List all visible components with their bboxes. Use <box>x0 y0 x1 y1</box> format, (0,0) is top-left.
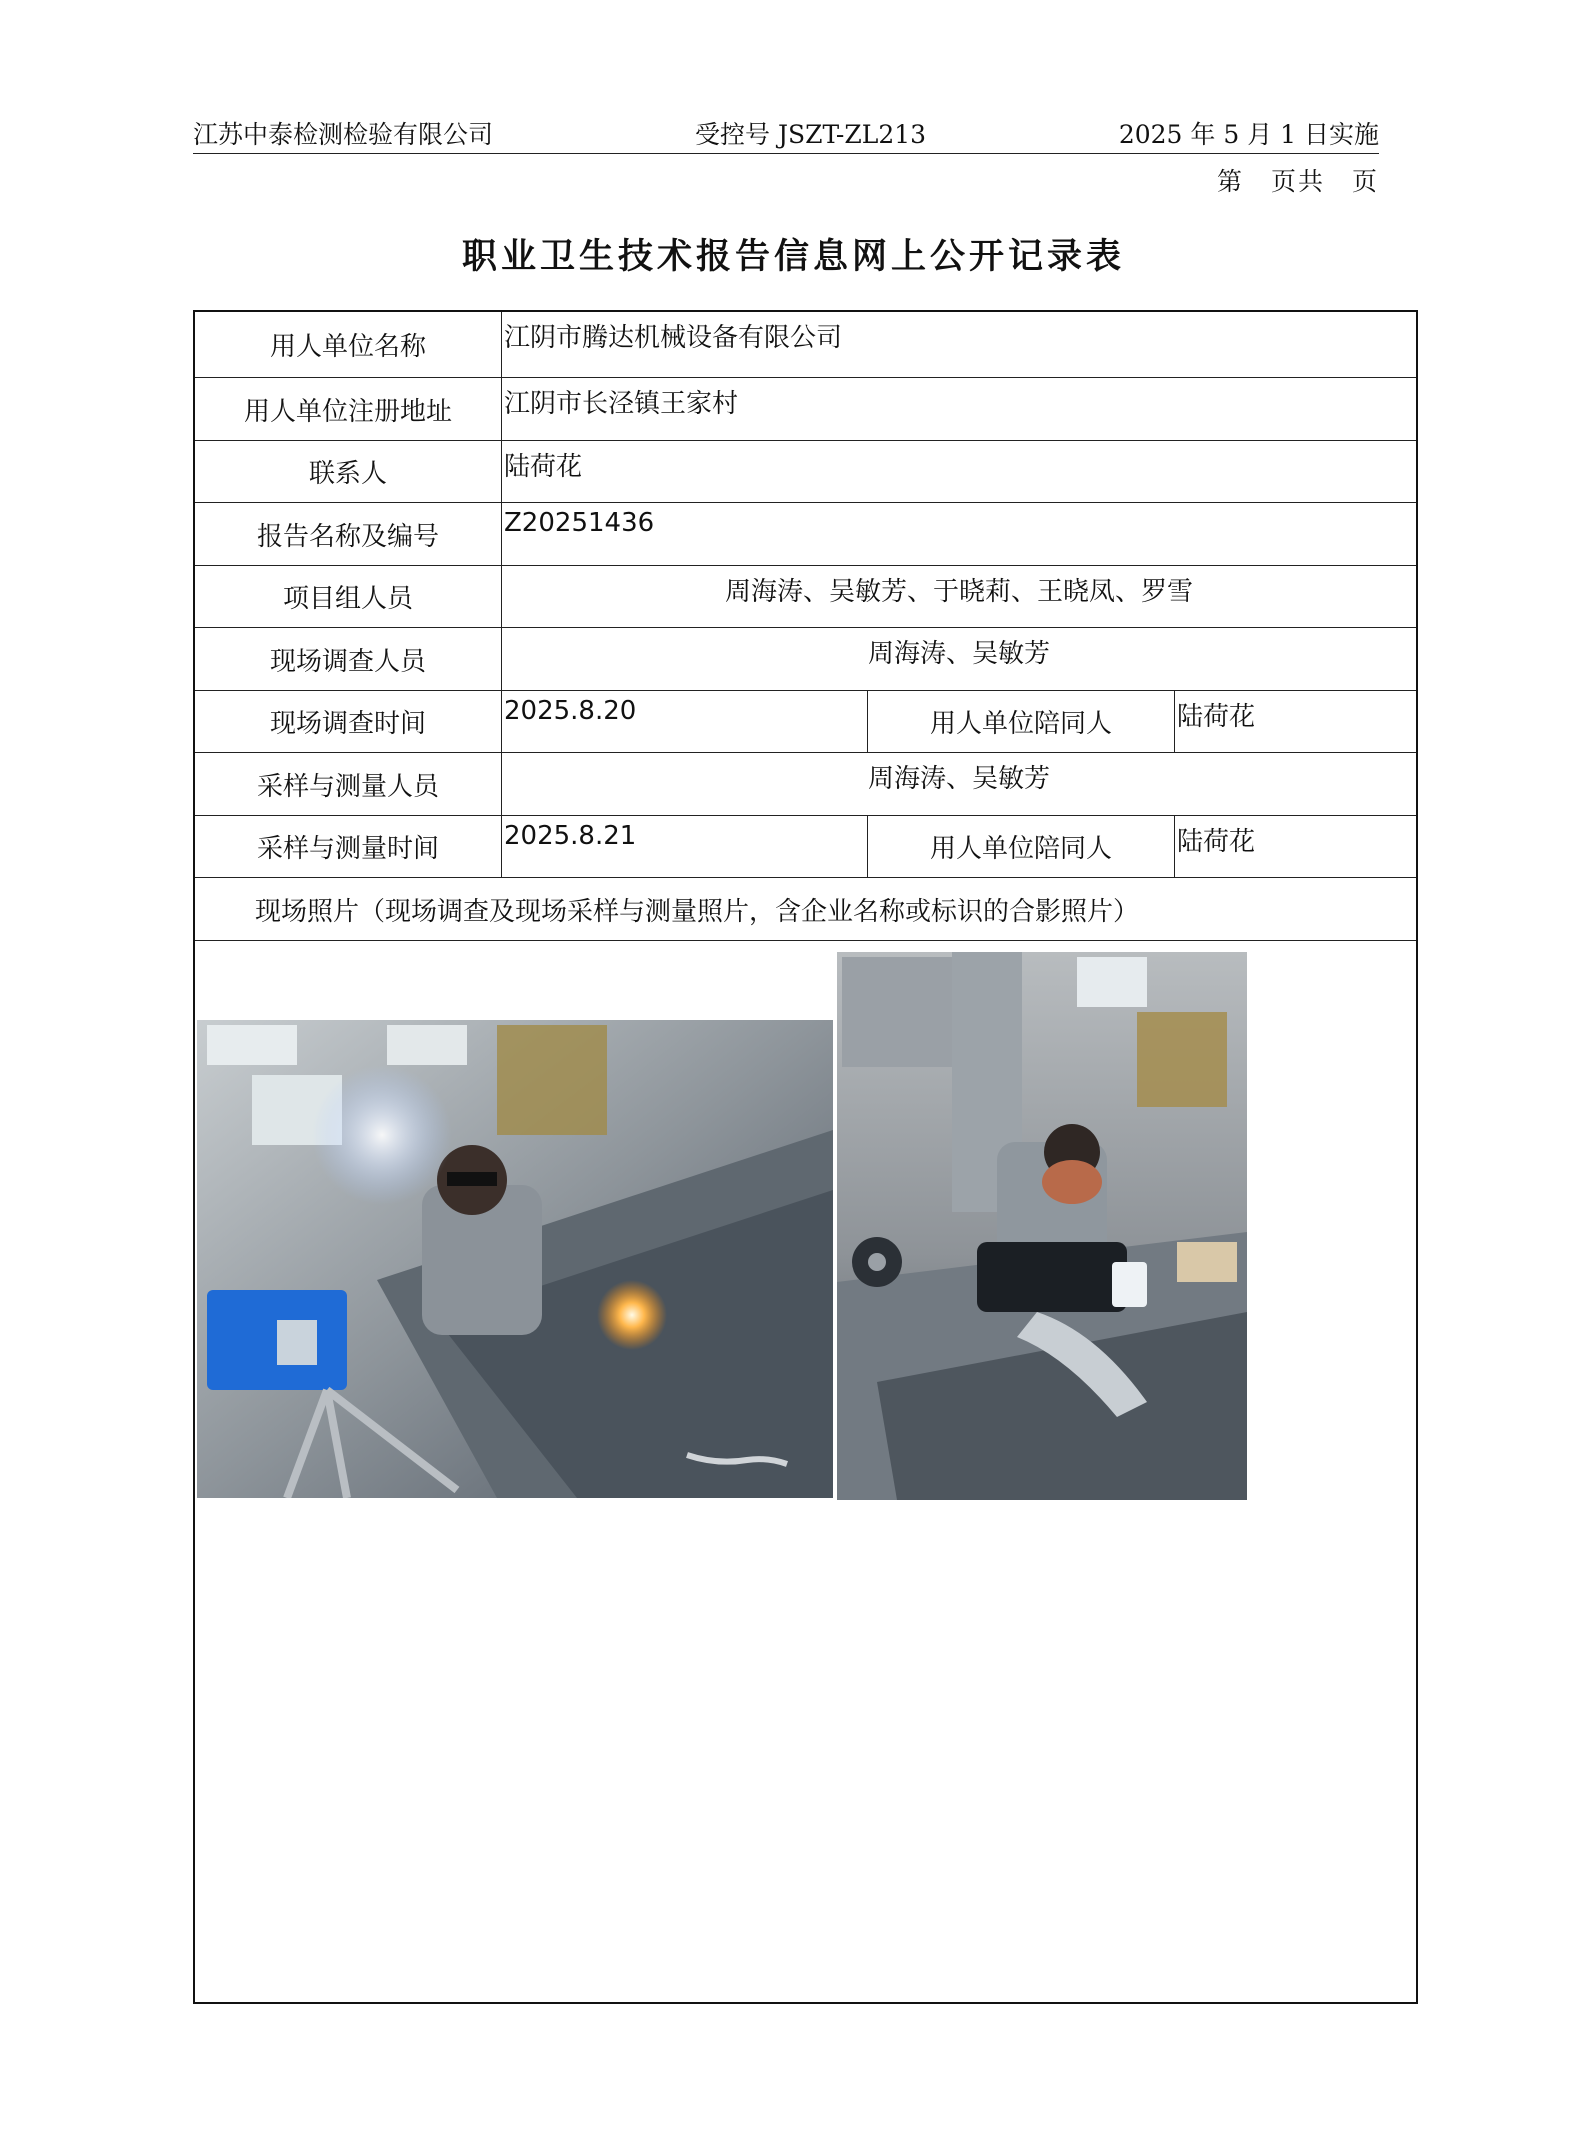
row-project-team <box>195 566 1416 628</box>
sampling-staff-label: 采样与测量人员 <box>195 753 502 815</box>
survey-escort-label: 用人单位陪同人 <box>868 691 1175 752</box>
contact-label: 联系人 <box>195 441 502 502</box>
employer-name-label: 用人单位名称 <box>195 312 502 377</box>
employer-address-value: 江阴市长泾镇王家村 <box>504 389 739 419</box>
sampling-time-value: 2025.8.21 <box>502 816 868 877</box>
header-effective-date: 2025 年 5 月 1 日实施 <box>1118 120 1379 149</box>
page-number-line: 第 页共 页 <box>1216 167 1379 196</box>
survey-escort-value: 陆荷花 <box>1177 702 1256 732</box>
report-number-label: 报告名称及编号 <box>195 503 502 565</box>
photos-label: 现场照片（现场调查及现场采样与测量照片，含企业名称或标识的合影照片） <box>255 896 1140 927</box>
row-sampling-staff <box>195 753 1416 816</box>
record-form-table <box>193 310 1418 2004</box>
survey-staff-label: 现场调查人员 <box>195 628 502 690</box>
employer-address-label: 用人单位注册地址 <box>195 378 502 440</box>
contact-value: 陆荷花 <box>504 452 583 482</box>
site-photo-welder-crouching <box>837 952 1247 1500</box>
row-photos-header <box>195 878 1416 941</box>
sampling-escort-value: 陆荷花 <box>1177 827 1256 857</box>
survey-staff-value: 周海涛、吴敏芳 <box>867 639 1050 669</box>
project-team-value: 周海涛、吴敏芳、于晓莉、王晓凤、罗雪 <box>724 577 1193 607</box>
page-title: 职业卫生技术报告信息网上公开记录表 <box>461 237 1125 277</box>
header-control-number: 受控号 JSZT-ZL213 <box>695 120 927 149</box>
project-team-label: 项目组人员 <box>195 566 502 627</box>
row-report-number <box>195 503 1416 566</box>
site-photo-welding-sampling <box>197 1020 833 1498</box>
sampling-time-label: 采样与测量时间 <box>195 816 502 877</box>
header-company: 江苏中泰检测检验有限公司 <box>193 120 494 149</box>
report-number-value: Z20251436 <box>504 508 655 538</box>
header-underline <box>193 153 1379 154</box>
row-survey-staff <box>195 628 1416 691</box>
row-contact <box>195 441 1416 503</box>
sampling-escort-label: 用人单位陪同人 <box>868 816 1175 877</box>
survey-time-label: 现场调查时间 <box>195 691 502 752</box>
survey-time-value: 2025.8.20 <box>502 691 868 752</box>
row-employer-name <box>195 312 1416 378</box>
sampling-staff-value: 周海涛、吴敏芳 <box>867 764 1050 794</box>
row-survey-time <box>195 691 1416 753</box>
row-employer-address <box>195 378 1416 441</box>
row-sampling-time <box>195 816 1416 878</box>
employer-name-value: 江阴市腾达机械设备有限公司 <box>504 323 843 353</box>
